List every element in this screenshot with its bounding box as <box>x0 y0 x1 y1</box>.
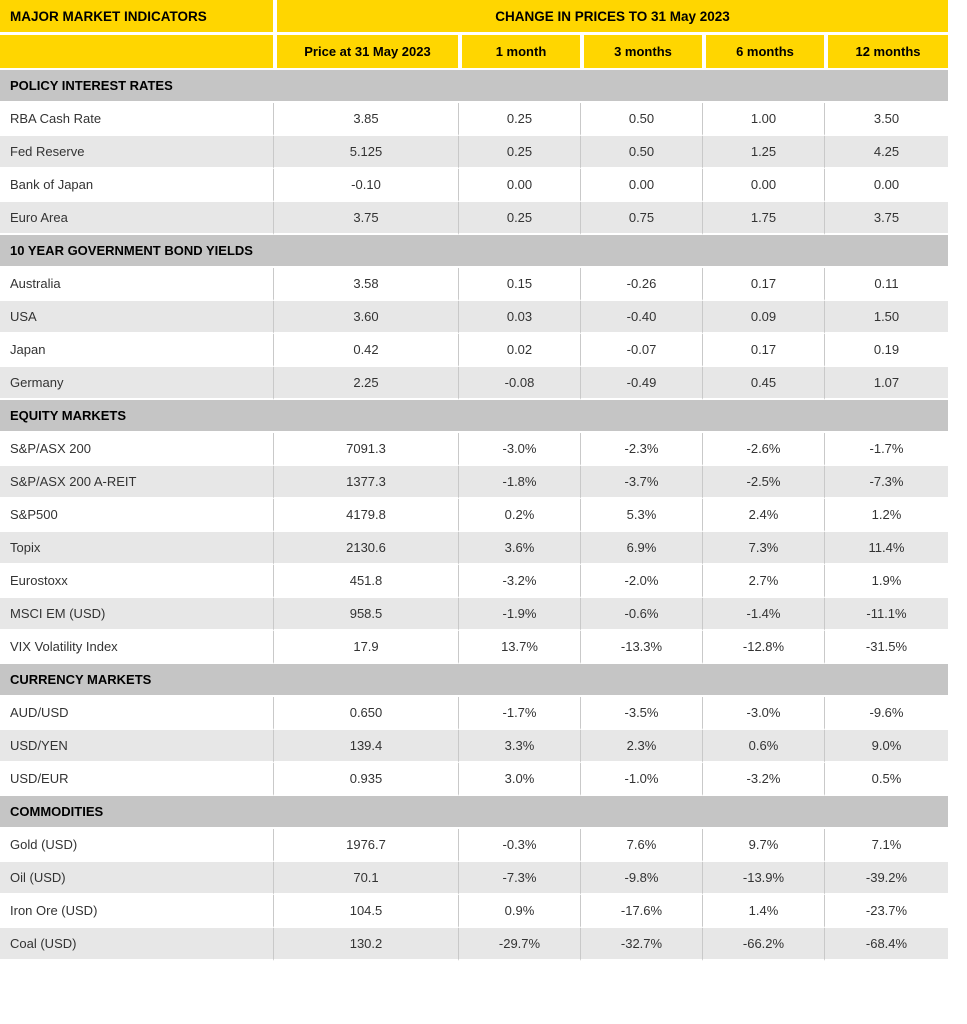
value-3-months: -13.3% <box>580 631 702 664</box>
row-label: USA <box>0 301 273 334</box>
value-6-months: 0.6% <box>702 730 824 763</box>
value-6-months: 1.25 <box>702 136 824 169</box>
value-12-months: 4.25 <box>824 136 948 169</box>
table-title: MAJOR MARKET INDICATORS <box>0 0 273 35</box>
row-label: Oil (USD) <box>0 862 273 895</box>
change-in-prices-title: CHANGE IN PRICES TO 31 May 2023 <box>273 0 948 35</box>
value-12-months: 0.5% <box>824 763 948 796</box>
value-1-month: -0.08 <box>458 367 580 400</box>
value-6-months: -13.9% <box>702 862 824 895</box>
value-12-months: 1.50 <box>824 301 948 334</box>
value-price: 3.60 <box>273 301 458 334</box>
row-label: Bank of Japan <box>0 169 273 202</box>
value-1-month: 0.00 <box>458 169 580 202</box>
value-6-months: 0.45 <box>702 367 824 400</box>
section-header-10-year-government-bond-yields: 10 YEAR GOVERNMENT BOND YIELDS <box>0 235 948 268</box>
row-label: Australia <box>0 268 273 301</box>
column-header-6-months: 6 months <box>702 35 824 70</box>
value-1-month: -3.2% <box>458 565 580 598</box>
section-row <box>0 664 948 697</box>
value-12-months: 0.19 <box>824 334 948 367</box>
value-price: 5.125 <box>273 136 458 169</box>
value-3-months: -0.26 <box>580 268 702 301</box>
value-price: 70.1 <box>273 862 458 895</box>
table-row-bank-of-japan <box>0 169 948 202</box>
value-6-months: -12.8% <box>702 631 824 664</box>
table-row-japan <box>0 334 948 367</box>
table-row-aud-usd <box>0 697 948 730</box>
value-1-month: 0.2% <box>458 499 580 532</box>
value-price: 104.5 <box>273 895 458 928</box>
value-3-months: -9.8% <box>580 862 702 895</box>
value-1-month: -7.3% <box>458 862 580 895</box>
value-6-months: 0.09 <box>702 301 824 334</box>
value-6-months: 0.17 <box>702 268 824 301</box>
value-6-months: 1.75 <box>702 202 824 235</box>
value-price: 2130.6 <box>273 532 458 565</box>
row-label: Japan <box>0 334 273 367</box>
value-price: -0.10 <box>273 169 458 202</box>
value-12-months: 3.50 <box>824 103 948 136</box>
table-row-usa <box>0 301 948 334</box>
section-row <box>0 70 948 103</box>
section-header-currency-markets: CURRENCY MARKETS <box>0 664 948 697</box>
value-1-month: -1.9% <box>458 598 580 631</box>
value-6-months: 0.17 <box>702 334 824 367</box>
value-6-months: 7.3% <box>702 532 824 565</box>
row-label: Gold (USD) <box>0 829 273 862</box>
row-label: Eurostoxx <box>0 565 273 598</box>
table-body <box>0 70 948 961</box>
section-row <box>0 796 948 829</box>
value-price: 17.9 <box>273 631 458 664</box>
value-1-month: 3.3% <box>458 730 580 763</box>
value-6-months: 2.4% <box>702 499 824 532</box>
value-12-months: 0.00 <box>824 169 948 202</box>
value-1-month: 0.03 <box>458 301 580 334</box>
value-price: 0.650 <box>273 697 458 730</box>
table-row-coal-usd <box>0 928 948 961</box>
row-label: Euro Area <box>0 202 273 235</box>
header-row-columns <box>0 35 948 70</box>
table-row-s-p500 <box>0 499 948 532</box>
value-price: 7091.3 <box>273 433 458 466</box>
value-6-months: -3.0% <box>702 697 824 730</box>
section-header-equity-markets: EQUITY MARKETS <box>0 400 948 433</box>
table-row-usd-yen <box>0 730 948 763</box>
value-6-months: 9.7% <box>702 829 824 862</box>
value-6-months: -3.2% <box>702 763 824 796</box>
value-price: 4179.8 <box>273 499 458 532</box>
value-price: 3.58 <box>273 268 458 301</box>
value-1-month: 0.02 <box>458 334 580 367</box>
table-row-msci-em-usd <box>0 598 948 631</box>
value-1-month: -29.7% <box>458 928 580 961</box>
value-3-months: 0.75 <box>580 202 702 235</box>
value-price: 139.4 <box>273 730 458 763</box>
row-label: Germany <box>0 367 273 400</box>
row-label: Coal (USD) <box>0 928 273 961</box>
table-row-vix-volatility-index <box>0 631 948 664</box>
table-row-euro-area <box>0 202 948 235</box>
value-1-month: 3.0% <box>458 763 580 796</box>
value-6-months: -2.5% <box>702 466 824 499</box>
row-label: S&P/ASX 200 <box>0 433 273 466</box>
value-1-month: -0.3% <box>458 829 580 862</box>
value-1-month: -3.0% <box>458 433 580 466</box>
table-row-topix <box>0 532 948 565</box>
value-price: 0.935 <box>273 763 458 796</box>
value-12-months: -68.4% <box>824 928 948 961</box>
value-1-month: 0.15 <box>458 268 580 301</box>
value-3-months: -3.5% <box>580 697 702 730</box>
value-3-months: -0.40 <box>580 301 702 334</box>
value-3-months: 0.00 <box>580 169 702 202</box>
value-price: 1377.3 <box>273 466 458 499</box>
column-header-3-months: 3 months <box>580 35 702 70</box>
table-row-rba-cash-rate <box>0 103 948 136</box>
value-3-months: 0.50 <box>580 103 702 136</box>
row-label: S&P500 <box>0 499 273 532</box>
value-1-month: -1.7% <box>458 697 580 730</box>
value-12-months: -23.7% <box>824 895 948 928</box>
row-label: Fed Reserve <box>0 136 273 169</box>
table-row-gold-usd <box>0 829 948 862</box>
column-header-1-month: 1 month <box>458 35 580 70</box>
table-row-usd-eur <box>0 763 948 796</box>
row-label: Topix <box>0 532 273 565</box>
value-12-months: -31.5% <box>824 631 948 664</box>
row-label: Iron Ore (USD) <box>0 895 273 928</box>
value-1-month: 0.25 <box>458 136 580 169</box>
empty-corner-cell <box>0 35 273 70</box>
value-6-months: 0.00 <box>702 169 824 202</box>
table-row-oil-usd <box>0 862 948 895</box>
value-3-months: -2.3% <box>580 433 702 466</box>
table-row-s-p-asx-200-a-reit <box>0 466 948 499</box>
table-row-germany <box>0 367 948 400</box>
value-3-months: 2.3% <box>580 730 702 763</box>
table-row-iron-ore-usd <box>0 895 948 928</box>
value-1-month: -1.8% <box>458 466 580 499</box>
value-12-months: -1.7% <box>824 433 948 466</box>
row-label: RBA Cash Rate <box>0 103 273 136</box>
value-12-months: -11.1% <box>824 598 948 631</box>
row-label: MSCI EM (USD) <box>0 598 273 631</box>
section-header-commodities: COMMODITIES <box>0 796 948 829</box>
value-6-months: 1.00 <box>702 103 824 136</box>
table-row-australia <box>0 268 948 301</box>
value-3-months: -0.6% <box>580 598 702 631</box>
row-label: AUD/USD <box>0 697 273 730</box>
value-6-months: 2.7% <box>702 565 824 598</box>
value-price: 1976.7 <box>273 829 458 862</box>
value-3-months: 6.9% <box>580 532 702 565</box>
value-price: 3.85 <box>273 103 458 136</box>
column-header-12-months: 12 months <box>824 35 948 70</box>
table-row-eurostoxx <box>0 565 948 598</box>
value-1-month: 0.9% <box>458 895 580 928</box>
row-label: VIX Volatility Index <box>0 631 273 664</box>
value-3-months: 5.3% <box>580 499 702 532</box>
table-row-fed-reserve <box>0 136 948 169</box>
value-6-months: -2.6% <box>702 433 824 466</box>
value-12-months: 1.07 <box>824 367 948 400</box>
value-12-months: 0.11 <box>824 268 948 301</box>
value-3-months: -32.7% <box>580 928 702 961</box>
value-3-months: 0.50 <box>580 136 702 169</box>
table-row-s-p-asx-200 <box>0 433 948 466</box>
value-12-months: -39.2% <box>824 862 948 895</box>
value-12-months: 1.9% <box>824 565 948 598</box>
value-6-months: 1.4% <box>702 895 824 928</box>
row-label: S&P/ASX 200 A-REIT <box>0 466 273 499</box>
value-12-months: -7.3% <box>824 466 948 499</box>
section-row <box>0 400 948 433</box>
column-header-price: Price at 31 May 2023 <box>273 35 458 70</box>
value-6-months: -66.2% <box>702 928 824 961</box>
value-3-months: -0.49 <box>580 367 702 400</box>
value-12-months: 9.0% <box>824 730 948 763</box>
value-3-months: 7.6% <box>580 829 702 862</box>
value-price: 3.75 <box>273 202 458 235</box>
value-price: 451.8 <box>273 565 458 598</box>
value-price: 130.2 <box>273 928 458 961</box>
value-3-months: -0.07 <box>580 334 702 367</box>
value-price: 0.42 <box>273 334 458 367</box>
row-label: USD/YEN <box>0 730 273 763</box>
value-12-months: 11.4% <box>824 532 948 565</box>
section-row <box>0 235 948 268</box>
header-row-title <box>0 0 948 35</box>
value-1-month: 3.6% <box>458 532 580 565</box>
value-6-months: -1.4% <box>702 598 824 631</box>
value-1-month: 0.25 <box>458 202 580 235</box>
value-1-month: 0.25 <box>458 103 580 136</box>
row-label: USD/EUR <box>0 763 273 796</box>
value-12-months: 1.2% <box>824 499 948 532</box>
value-3-months: -1.0% <box>580 763 702 796</box>
section-header-policy-interest-rates: POLICY INTEREST RATES <box>0 70 948 103</box>
value-3-months: -3.7% <box>580 466 702 499</box>
value-3-months: -2.0% <box>580 565 702 598</box>
value-12-months: -9.6% <box>824 697 948 730</box>
value-12-months: 7.1% <box>824 829 948 862</box>
value-price: 2.25 <box>273 367 458 400</box>
value-3-months: -17.6% <box>580 895 702 928</box>
value-price: 958.5 <box>273 598 458 631</box>
value-1-month: 13.7% <box>458 631 580 664</box>
value-12-months: 3.75 <box>824 202 948 235</box>
